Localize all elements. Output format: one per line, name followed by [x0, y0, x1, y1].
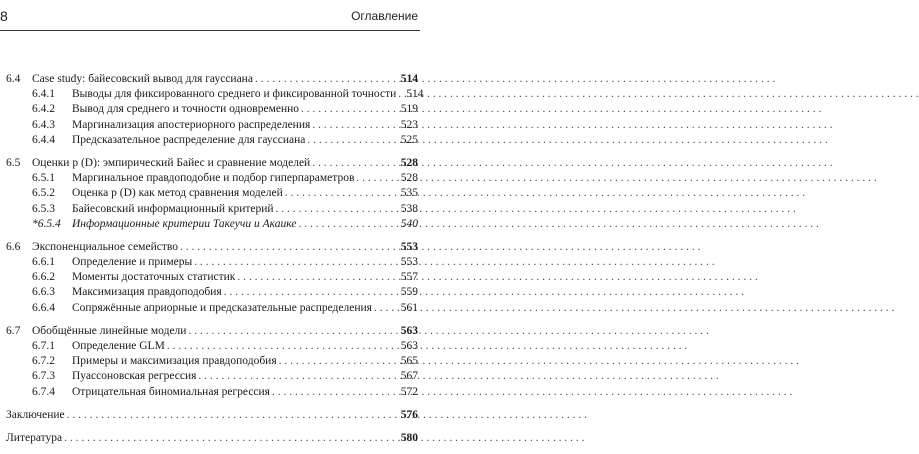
toc-subsection-entry[interactable] [0, 285, 420, 300]
toc-subsection-entry[interactable] [0, 354, 420, 369]
toc-subsection-entry[interactable] [0, 171, 420, 186]
toc-entry-page: 525 [400, 133, 418, 146]
toc-subsection-entry[interactable] [0, 255, 420, 270]
dot-leader [67, 408, 399, 423]
dot-leader [188, 324, 398, 339]
toc-entry-page: 580 [400, 431, 418, 444]
toc-subsection-entry[interactable] [0, 301, 420, 316]
toc-subsection-entry[interactable] [0, 369, 420, 384]
toc-entry-title: Литература [6, 431, 63, 444]
dot-leader [312, 156, 399, 171]
toc-entry-number: 6.6.2 [32, 271, 55, 284]
toc-entry-page: 576 [400, 408, 418, 421]
toc-subsection-entry[interactable] [0, 385, 420, 400]
toc-subsection-entry[interactable] [0, 186, 420, 201]
toc-entry-title: Максимизация правдоподобия [72, 286, 222, 299]
toc-entry-number: 6.5.2 [32, 187, 55, 200]
toc-entry-number: 6.5.1 [32, 172, 55, 185]
toc-entry-page: 519 [400, 103, 418, 116]
toc-chapter-block [0, 408, 420, 423]
dot-leader [279, 354, 399, 369]
toc-entry-number: 6.7.2 [32, 355, 55, 368]
toc-entry-number: 6.7.1 [32, 340, 55, 352]
toc-entry-title: Заключение [6, 408, 65, 421]
toc-entry-title: Выводы для фиксированного среднего и фиксированной точности [72, 88, 397, 101]
toc-entry-page: 528 [400, 156, 418, 169]
dot-leader [298, 217, 398, 232]
toc-entry-page: 567 [400, 370, 418, 383]
toc-entry-page: 538 [400, 202, 418, 215]
toc-entry-title: Моменты достаточных статистик [72, 271, 236, 284]
running-head: Оглавление [351, 9, 418, 23]
toc-entry-title: Байесовский информационный критерий [72, 202, 274, 215]
toc-section-entry[interactable] [0, 240, 420, 255]
toc-entry-page: 514 [406, 88, 424, 101]
dot-leader [307, 133, 398, 148]
toc-entry-title: Обобщённые линейные модели [32, 324, 187, 337]
toc-chapter-entry[interactable] [0, 431, 420, 446]
toc-entry-number: 6.7.3 [32, 370, 55, 383]
dot-leader [312, 118, 398, 133]
toc-entry-title: Вывод для среднего и точности одновременно [72, 103, 300, 116]
dot-leader [224, 285, 399, 300]
dot-leader [194, 255, 399, 270]
toc-entry-page: 528 [400, 172, 418, 185]
toc-entry-page: 523 [400, 118, 418, 131]
toc-entry-title: Маргинализация апостериорного распределения [72, 118, 311, 131]
dot-leader [180, 240, 399, 255]
toc-entry-page: 559 [400, 286, 418, 299]
dot-leader [356, 171, 398, 186]
toc-section [0, 72, 424, 148]
dot-leader [374, 301, 399, 316]
toc-subsection-entry[interactable] [0, 270, 420, 285]
toc-entry-number: *6.5.4 [32, 217, 61, 230]
toc-entry-number: 6.6.1 [32, 256, 55, 269]
toc-section-entry[interactable] [0, 324, 420, 339]
toc-entry-number: 6.7 [6, 324, 21, 337]
page-header [0, 6, 420, 30]
toc-entry-number: 6.5.3 [32, 202, 55, 215]
toc-entry-page: 514 [400, 73, 418, 85]
toc-entry-number: 6.5 [6, 156, 21, 169]
toc-subsection-entry[interactable] [0, 339, 420, 354]
toc-entry-page: 557 [400, 271, 418, 284]
toc-entry-title: Отрицательная биномиальная регрессия [72, 385, 270, 398]
dot-leader [237, 270, 398, 285]
dot-leader [285, 186, 399, 201]
toc-entry-number: 6.7.4 [32, 385, 55, 398]
toc-entry-number: 6.4.2 [32, 103, 55, 116]
toc-entry-title: Оценка p (D) как метод сравнения моделей [72, 187, 283, 200]
header-rule [0, 30, 420, 31]
toc-entry-number: 6.4 [6, 73, 21, 85]
dot-leader [398, 87, 404, 102]
table-of-contents [0, 72, 424, 454]
toc-chapter-entry[interactable] [0, 408, 420, 423]
toc-entry-title: Информационные критерии Такеучи и Акаике [72, 217, 297, 230]
toc-entry-title: Сопряжённые априорные и предсказательные распределения [72, 301, 372, 314]
toc-entry-title: Пуассоновская регрессия [72, 370, 197, 383]
toc-subsection-entry[interactable] [0, 202, 420, 217]
dot-leader [64, 431, 399, 446]
toc-entry-title: Экспоненциальное семейство [32, 240, 178, 253]
toc-entry-title: Маргинальное правдоподобие и подбор гиперпараметров [72, 172, 355, 185]
page-number: 8 [0, 8, 8, 24]
toc-entry-number: 6.4.1 [32, 88, 55, 101]
toc-entry-number: 6.6 [6, 240, 21, 253]
dot-leader [167, 339, 399, 354]
toc-entry-page: 561 [400, 301, 418, 314]
toc-entry-number: 6.6.3 [32, 286, 55, 299]
toc-subsection-entry[interactable] [0, 133, 420, 148]
toc-entry-page: 540 [400, 217, 418, 230]
toc-entry-page: 553 [400, 240, 418, 253]
toc-subsection-entry[interactable] [0, 87, 424, 102]
toc-subsection-entry[interactable] [0, 102, 420, 117]
toc-section [0, 156, 420, 232]
toc-entry-page: 563 [400, 324, 418, 337]
toc-entry-title: Case study: байесовский вывод для гауссиана [32, 73, 253, 85]
toc-entry-page: 553 [400, 256, 418, 269]
toc-subsection-entry[interactable] [0, 217, 420, 232]
dot-leader [255, 72, 399, 87]
toc-entry-title: Оценки p (D): эмпирический Байес и сравнение моделей [32, 156, 311, 169]
toc-entry-number: 6.4.4 [32, 133, 55, 146]
dot-leader [272, 385, 399, 400]
toc-entry-title: Определение GLM [72, 340, 165, 352]
dot-leader [198, 369, 398, 384]
dot-leader [276, 202, 399, 217]
toc-section [0, 240, 420, 316]
toc-entry-number: 6.6.4 [32, 301, 55, 314]
toc-entry-title: Примеры и максимизация правдоподобия [72, 355, 277, 368]
toc-entry-title: Предсказательное распределение для гауссиана [72, 133, 306, 146]
toc-section-entry[interactable] [0, 156, 420, 171]
toc-section-entry[interactable] [0, 72, 420, 87]
toc-entry-page: 572 [400, 385, 418, 398]
toc-entry-page: 535 [400, 187, 418, 200]
toc-chapter-block [0, 431, 420, 446]
toc-entry-page: 563 [400, 340, 418, 352]
toc-entry-page: 565 [400, 355, 418, 368]
dot-leader [301, 102, 399, 117]
toc-entry-title: Определение и примеры [72, 256, 193, 269]
toc-section [0, 324, 420, 400]
toc-subsection-entry[interactable] [0, 118, 420, 133]
toc-entry-number: 6.4.3 [32, 118, 55, 131]
